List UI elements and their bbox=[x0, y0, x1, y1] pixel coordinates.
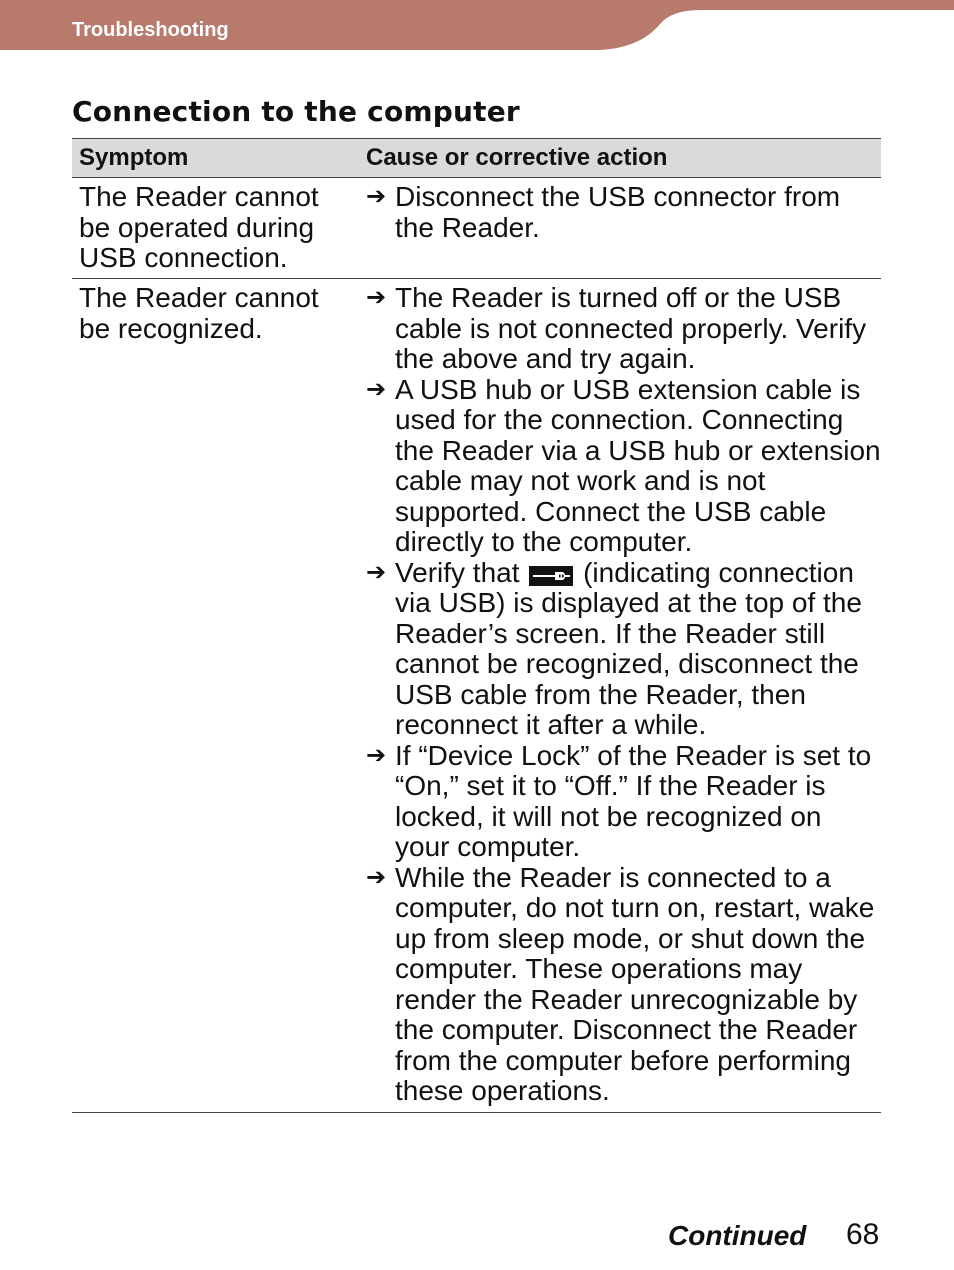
symptom-cell: The Reader cannot be operated during USB connection. bbox=[79, 181, 319, 273]
usb-connection-icon bbox=[529, 562, 573, 582]
action-item bbox=[366, 182, 881, 243]
header-symptom: Symptom bbox=[79, 144, 189, 171]
action-text: A USB hub or USB extension cable is used for the connection. Connecting the Reader via a USB hub or extension cable may not work and is not supported. Connect the USB cable directly to the computer. bbox=[395, 373, 881, 557]
action-item bbox=[366, 741, 881, 863]
action-text bbox=[395, 558, 881, 741]
action-text-before: Verify that bbox=[395, 556, 520, 588]
action-text: While the Reader is connected to a computer, do not turn on, restart, wake up from sleep mode, or shut down the computer. These operations may render the Reader unrecognizable by the computer. Disconnect the Reader from the computer before performing these operations. bbox=[395, 861, 875, 1106]
table-header bbox=[72, 139, 881, 178]
arrow-icon: ➔ bbox=[366, 375, 387, 403]
page-number: 68 bbox=[846, 1218, 880, 1251]
table-row bbox=[72, 178, 881, 279]
arrow-icon: ➔ bbox=[366, 558, 387, 586]
section-label: Troubleshooting bbox=[72, 19, 229, 41]
header-cause: Cause or corrective action bbox=[366, 144, 668, 171]
action-text: The Reader is turned off or the USB cable is not connected properly. Verify the above and try again. bbox=[395, 282, 867, 374]
action-item bbox=[366, 558, 881, 741]
action-text-after: (indicating connection via USB) is displayed at the top of the Reader’s screen. If the Reader still cannot be recognized, disconnect the USB cable from the Reader, then reconnect it after a while. bbox=[395, 556, 862, 740]
continued-label: Continued bbox=[668, 1220, 807, 1251]
action-item bbox=[366, 375, 881, 558]
arrow-icon: ➔ bbox=[366, 741, 387, 769]
troubleshooting-table bbox=[72, 138, 881, 1113]
arrow-icon: ➔ bbox=[366, 863, 387, 891]
arrow-icon: ➔ bbox=[366, 183, 387, 210]
page-title: Connection to the computer bbox=[72, 95, 520, 128]
symptom-cell: The Reader cannot be recognized. bbox=[79, 282, 319, 344]
arrow-icon: ➔ bbox=[366, 284, 387, 311]
action-item bbox=[366, 863, 881, 1107]
table-row bbox=[72, 279, 881, 1113]
action-item bbox=[366, 283, 881, 375]
action-text: Disconnect the USB connector from the Reader. bbox=[395, 181, 841, 243]
action-text: If “Device Lock” of the Reader is set to “On,” set it to “Off.” If the Reader is locked, it will not be recognized on your computer. bbox=[395, 739, 872, 862]
action-cell bbox=[366, 279, 881, 1112]
action-cell bbox=[366, 178, 881, 248]
header-band bbox=[0, 0, 954, 50]
